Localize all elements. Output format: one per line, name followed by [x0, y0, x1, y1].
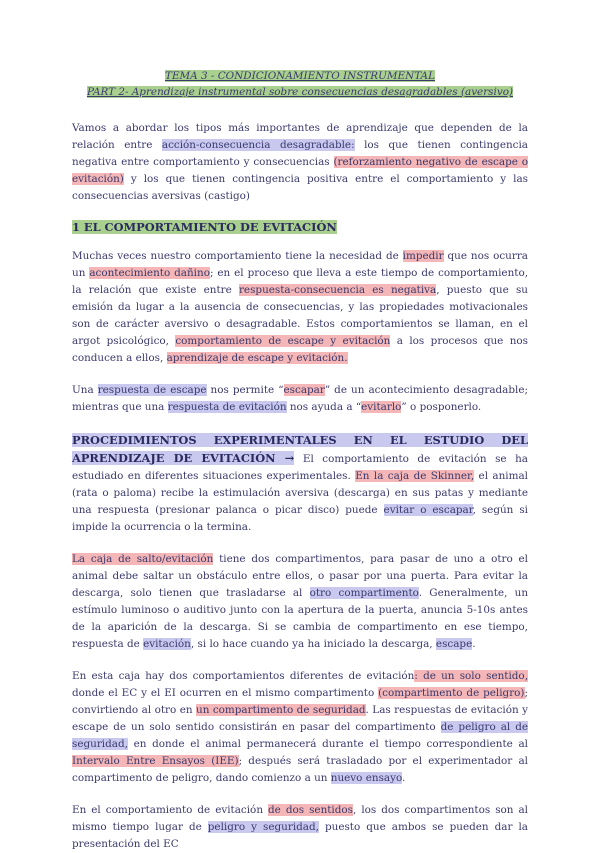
text-run: nos ayuda a “	[286, 401, 362, 413]
highlight-red: comportamiento de escape y evitación	[175, 335, 391, 347]
text-run: , puesto que su emisión da lugar a la ausencia de consecuencias, y las propiedades motivacionales son de carácter aversivo o desagradable. Estos comportamientos se llaman, en el argot psicológico,	[72, 284, 528, 347]
highlight-blue: escape	[435, 638, 473, 650]
highlight-red: impedir	[402, 250, 444, 262]
text-run: , según si impide la ocurrencia o la termina.	[72, 504, 528, 533]
highlight-red: : de un solo sentido,	[414, 670, 528, 682]
section1-paragraph-1	[72, 248, 528, 367]
text-run: El comportamiento de evitación se ha estudiado en diferentes situaciones experimentales.	[72, 453, 528, 482]
section2-paragraph-4	[72, 802, 528, 853]
text-run: que nos ocurra un	[72, 250, 528, 279]
highlight-red: acontecimiento dañino	[89, 267, 210, 279]
highlight-red: (compartimento de peligro)	[378, 687, 525, 699]
highlight-blue: evitación	[143, 638, 191, 650]
text-run: . Las respuestas de evitación y escape de un solo sentido consistirán en pasar del compartimento	[72, 704, 528, 733]
highlight-blue: acción-consecuencia desagradable:	[161, 139, 355, 151]
highlight-blue: respuesta de escape	[97, 384, 207, 396]
text-run: ” o posponerlo.	[401, 401, 482, 413]
text-run: , los dos compartimentos son al mismo tiempo lugar de	[72, 804, 529, 833]
text-run: En el comportamiento de evitación	[72, 804, 269, 816]
highlight-blue: de peligro al de seguridad,	[72, 721, 528, 750]
text-run: tiene dos compartimentos, para pasar de uno a otro el animal debe saltar un obstáculo entre ellos, o pasar por una puerta. Para evitar la descarga, solo tienen que trasladarse al	[72, 553, 528, 599]
text-run: . Generalmente, un estímulo luminoso o auditivo junto con la apertura de la puerta, anuncia 5-10s antes de la aparición de la descarga. Si se cambia de compartimento en ese tiempo, respuesta de	[72, 587, 529, 650]
highlight-red: escapar	[283, 384, 325, 396]
page-title: TEMA 3 - CONDICIONAMIENTO INSTRUMENTAL	[165, 70, 435, 82]
text-run: puesto que ambos se pueden dar la presentación del EC	[72, 821, 528, 850]
highlight-blue: PROCEDIMIENTOS EXPERIMENTALES EN EL ESTUDIO DEL APRENDIZAJE DE EVITACIÓN →	[72, 433, 528, 465]
text-run: en donde el animal permanecerá durante el tiempo correspondiente al	[127, 738, 528, 750]
text-run: ” de un acontecimiento desagradable; mientras que una	[72, 384, 528, 413]
highlight-red: respuesta-consecuencia es negativa	[238, 284, 437, 296]
section2-paragraph-1	[72, 432, 528, 536]
text-run: ; después será trasladado por el experimentador al compartimento de peligro, dando comienzo a un	[72, 755, 528, 784]
text-run: Muchas veces nuestro comportamiento tiene la necesidad de	[72, 250, 403, 262]
text-run: ; convirtiendo al otro en	[72, 687, 529, 716]
highlight-red: evitarlo	[361, 401, 402, 413]
section2-paragraph-2	[72, 551, 528, 653]
highlight-red: un compartimento de seguridad	[196, 704, 366, 716]
text-run: y los que tienen contingencia positiva entre el comportamiento y las consecuencias aversivas (castigo)	[72, 173, 528, 202]
text-run: Vamos a abordar los tipos más importantes de aprendizaje que dependen de la relación entre	[72, 122, 528, 151]
highlight-red: Intervalo Entre Ensayos (IEE)	[72, 755, 239, 767]
text-run: En esta caja hay dos comportamientos diferentes de evitación	[72, 670, 415, 682]
text-run: , si lo hace cuando ya ha iniciado la descarga,	[190, 638, 436, 650]
text-run: Una	[72, 384, 98, 396]
highlight-red: (reforzamiento negativo de escape o evitación)	[72, 156, 528, 185]
section2-paragraph-3	[72, 668, 528, 787]
text-run: .	[472, 638, 476, 650]
text-run: los que tienen contingencia negativa entre comportamiento y consecuencias	[72, 139, 529, 168]
intro-paragraph	[72, 120, 528, 205]
text-run: .	[402, 772, 406, 784]
highlight-red: En la caja de Skinner,	[355, 470, 475, 482]
highlight-blue: evitar o escapar	[383, 504, 473, 516]
section1-paragraph-2	[72, 382, 528, 416]
highlight-blue: peligro y seguridad,	[207, 821, 319, 833]
text-run: a los procesos que nos conducen a ellos,	[72, 335, 528, 364]
highlight-blue: nuevo ensayo	[330, 772, 403, 784]
text-run: el animal (rata o paloma) recibe la estimulación aversiva (descarga) en sus patas y mediante una respuesta (presionar palanca o picar disco) puede	[72, 470, 528, 516]
highlight-blue: otro compartimento	[309, 587, 419, 599]
page-subtitle: PART 2- Aprendizaje instrumental sobre consecuencias desagradables (aversivo)	[86, 86, 514, 98]
text-run: ; en el proceso que lleva a este tiempo de comportamiento, la relación que existe entre	[72, 267, 529, 296]
highlight-blue: respuesta de evitación	[167, 401, 287, 413]
section-heading-evitacion: 1 EL COMPORTAMIENTO DE EVITACIÓN	[72, 220, 337, 234]
highlight-red: aprendizaje de escape y evitación.	[166, 352, 348, 364]
text-run: donde el EC y el EI ocurren en el mismo compartimento	[72, 687, 379, 699]
text-run: nos permite “	[206, 384, 284, 396]
highlight-red: de dos sentidos	[268, 804, 354, 816]
highlight-red: La caja de salto/evitación	[72, 553, 214, 565]
